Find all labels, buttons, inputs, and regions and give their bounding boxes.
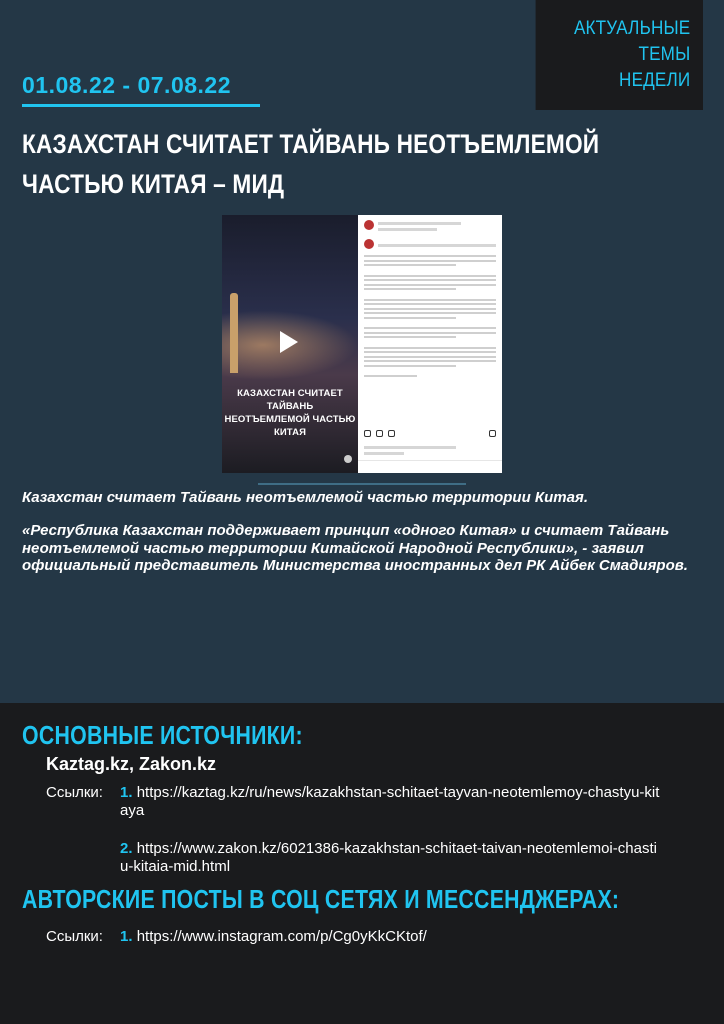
links-label: Ссылки: (46, 784, 103, 801)
sources-title: ОСНОВНЫЕ ИСТОЧНИКИ: (22, 720, 303, 750)
video-thumbnail[interactable] (222, 215, 358, 473)
author-post-link-1[interactable]: 1. https://www.instagram.com/p/Cg0yKkCKtof/ (120, 928, 427, 945)
author-posts-title: АВТОРСКИЕ ПОСТЫ В СОЦ СЕТЯХ И МЕССЕНДЖЕРАХ: (22, 884, 620, 914)
source-link-2[interactable]: 2. https://www.zakon.kz/6021386-kazakhstan-schitaet-taivan-neotemlemoi-chastiu-kitaia-mid.html (120, 840, 657, 875)
source-domains: Kaztag.kz, Zakon.kz (46, 754, 217, 774)
play-icon[interactable] (280, 331, 298, 353)
date-range: 01.08.22 - 07.08.22 (22, 72, 231, 98)
sound-icon[interactable] (344, 455, 352, 463)
quote-paragraph: «Республика Казахстан поддерживает принцип «одного Китая» и считает Тайвань неотъемлемой частью территории Китайской Народной Республики», - заявил официальный представитель Министерства иностранных дел РК Айбек Смадияров. (22, 522, 688, 574)
video-caption: КАЗАХСТАН СЧИТАЕТ ТАЙВАНЬ НЕОТЪЕМЛЕМОЙ ЧАСТЬЮ КИТАЯ (224, 388, 356, 438)
avatar (364, 220, 374, 230)
instagram-post-screenshot (222, 215, 502, 473)
comment-input[interactable] (358, 460, 502, 473)
tower-silhouette (230, 293, 238, 373)
badge-line-1: АКТУАЛЬНЫЕ ТЕМЫ (573, 18, 691, 65)
source-link-1[interactable]: 1. https://kaztag.kz/ru/news/kazakhstan-schitaet-tayvan-neotemlemoy-chastyu-kitaya (120, 784, 660, 819)
post-text (364, 255, 496, 377)
post-actions (364, 430, 496, 437)
post-panel (358, 215, 502, 473)
badge-line-2: НЕДЕЛИ (619, 70, 691, 91)
share-icon[interactable] (388, 430, 395, 437)
comment-icon[interactable] (376, 430, 383, 437)
lead-paragraph: Казахстан считает Тайвань неотъемлемой частью территории Китая. (22, 489, 588, 506)
headline: КАЗАХСТАН СЧИТАЕТ ТАЙВАНЬ НЕОТЪЕМЛЕМОЙ ЧАСТЬЮ КИТАЯ – МИД (22, 129, 600, 199)
weekly-topics-badge (536, 0, 703, 110)
links-label: Ссылки: (46, 928, 103, 945)
date-underline (22, 104, 260, 107)
avatar (364, 239, 374, 249)
post-header (364, 219, 496, 231)
divider (258, 483, 466, 485)
bookmark-icon[interactable] (489, 430, 496, 437)
heart-icon[interactable] (364, 430, 371, 437)
